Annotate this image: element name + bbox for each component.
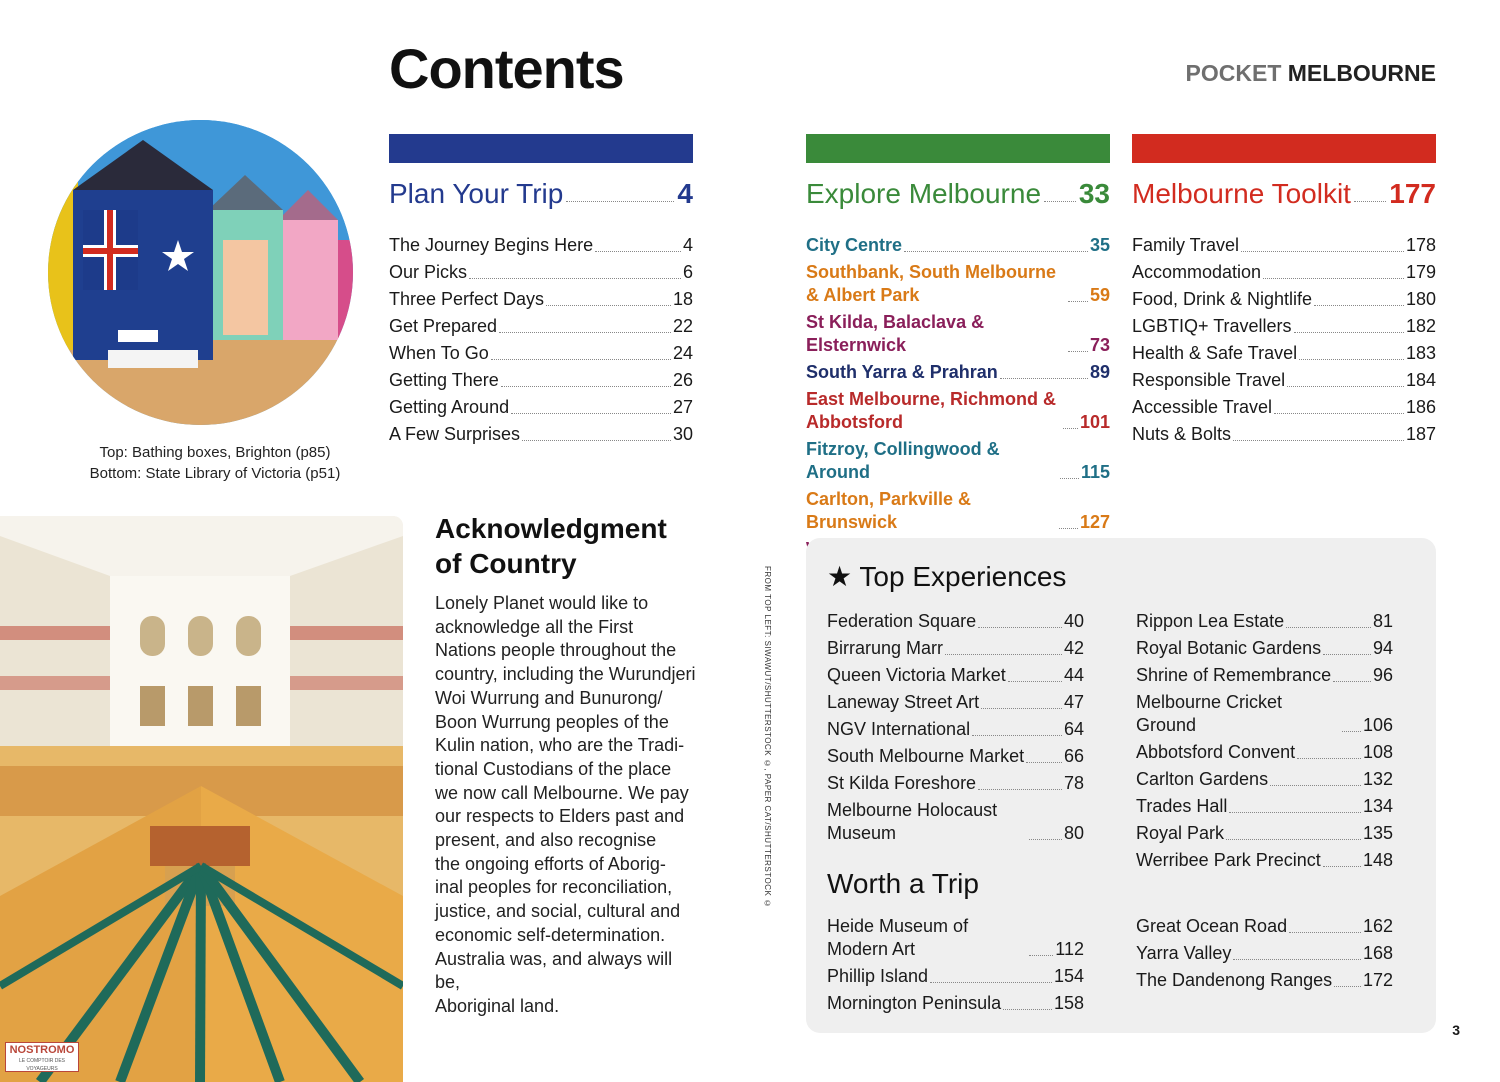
toc-entry-page: 135 [1362,823,1393,843]
toc-entry[interactable] [1136,610,1393,633]
toc-entry-label: Getting There [389,370,499,390]
plan-heading[interactable] [389,178,693,210]
toc-entry-label: Carlton, Parkville & Brunswick [806,489,972,532]
worth-a-trip-heading: Worth a Trip [827,868,979,899]
toc-entry-label: When To Go [389,343,489,363]
worth-a-trip-left [827,915,1084,1019]
toc-entry[interactable] [389,288,693,311]
top-experiences-heading [827,560,1066,593]
toc-entry-label: Three Perfect Days [389,289,545,309]
toc-entry[interactable] [806,311,1110,357]
toc-entry[interactable] [827,745,1084,768]
toc-entry-label: LGBTIQ+ Travellers [1132,316,1292,336]
toc-entry-label: The Journey Begins Here [389,235,594,255]
caption-top: Top: Bathing boxes, Brighton (p85) [99,444,331,461]
star-icon: ★ [827,561,853,592]
toc-entry-label: Phillip Island [827,966,929,986]
toc-entry-page: 183 [1405,343,1436,363]
toc-entry[interactable] [1136,849,1393,872]
toc-entry-label: Accommodation [1132,262,1262,282]
toc-entry[interactable] [1136,795,1393,818]
plan-heading-page: 4 [677,178,693,209]
toc-entry-page: 27 [672,397,693,417]
toolkit-heading-page: 177 [1389,178,1436,209]
toc-entry-label: Food, Drink & Nightlife [1132,289,1313,309]
toc-entry-page: 18 [672,289,693,309]
toc-entry[interactable] [1132,342,1436,365]
toc-entry-page: 162 [1362,916,1393,936]
toc-entry-page: 44 [1063,665,1084,685]
toc-entry-page: 22 [672,316,693,336]
toc-entry-page: 66 [1063,746,1084,766]
toc-entry-page: 80 [1063,823,1084,843]
toc-entry-label: City Centre [806,235,903,255]
toc-entry-page: 24 [672,343,693,363]
toc-entry[interactable] [1136,637,1393,660]
toc-entry-label: The Dandenong Ranges [1136,970,1333,990]
toc-entry-label: Carlton Gardens [1136,769,1269,789]
toc-entry-label: Birrarung Marr [827,638,944,658]
toc-entry[interactable] [389,423,693,446]
toc-entry-page: 108 [1362,742,1393,762]
toc-entry[interactable] [806,361,1110,384]
toc-entry-label: St Kilda Foreshore [827,773,977,793]
nostromo-logo [5,1042,79,1072]
worth-a-trip-right [1136,915,1393,996]
logo-name: NOSTROMO [9,1044,75,1056]
toc-entry[interactable] [1132,261,1436,284]
toc-entry[interactable] [1132,288,1436,311]
toc-entry-page: 94 [1372,638,1393,658]
logo-tagline: LE COMPTOIR DES VOYAGEURS [18,1058,66,1072]
toolkit-heading[interactable] [1132,178,1436,210]
toc-entry-page: 26 [672,370,693,390]
toc-entry-label: Laneway Street Art [827,692,980,712]
toc-entry-label: Royal Botanic Gardens [1136,638,1322,658]
toc-entry[interactable] [806,488,1110,534]
plan-heading-label: Plan Your Trip [389,178,564,209]
toc-entry-page: 115 [1080,462,1110,482]
plan-bar [389,134,693,163]
toc-entry[interactable] [1136,942,1393,965]
toc-entry-page: 64 [1063,719,1084,739]
toc-entry-label: Melbourne Holocaust Museum [827,800,998,843]
toc-entry-label: Getting Around [389,397,510,417]
page-number: 3 [1452,1022,1460,1038]
toc-entry-label: Southbank, South Melbourne & Albert Park [806,262,1056,305]
toc-entry-page: 172 [1362,970,1393,990]
toc-entry[interactable] [827,610,1084,633]
page-title: Contents [389,37,624,100]
toc-entry-page: 187 [1405,424,1436,444]
toc-entry[interactable] [389,315,693,338]
toc-entry-page: 78 [1063,773,1084,793]
toc-entry-page: 158 [1053,993,1084,1013]
toc-entry-label: Mornington Peninsula [827,993,1002,1013]
toc-entry-page: 127 [1079,512,1110,532]
toc-entry-label: Trades Hall [1136,796,1228,816]
toc-entry-page: 182 [1405,316,1436,336]
toc-entry-label: Federation Square [827,611,977,631]
toc-entry[interactable] [827,799,1084,845]
toc-entry-page: 81 [1372,611,1393,631]
toc-entry[interactable] [389,369,693,392]
toc-entry[interactable] [806,261,1110,307]
toc-entry-label: Melbourne Cricket Ground [1136,692,1283,735]
toc-entry-label: Yarra Valley [1136,943,1232,963]
toc-entry-page: 73 [1089,335,1110,355]
toc-entry-label: Health & Safe Travel [1132,343,1298,363]
toc-entry[interactable] [1136,741,1393,764]
top-experiences-title: Top Experiences [859,561,1067,592]
acknowledgment-body: Lonely Planet would like to acknowledge all the First Nations people throughout the country, including the Wurundjeri Woi Wurrung and Bunurong/ Boon Wurrung peoples of the Kulin nation, who are the Tradi- tional Custodians of the place we now call Melbourne. We pay our respects to Elders past and present, and also recognise the ongoing efforts of Aborig- inal peoples for reconciliation, justice, and social, cultural and economic self-determination. Australia was, and always will be, Aboriginal land. [435,593,696,1016]
toc-entry[interactable] [389,342,693,365]
toc-entry-page: 186 [1405,397,1436,417]
plan-list [389,234,693,446]
toc-entry-label: Our Picks [389,262,468,282]
toolkit-heading-label: Melbourne Toolkit [1132,178,1351,209]
toc-entry[interactable] [827,965,1084,988]
toc-entry[interactable] [827,772,1084,795]
toc-entry[interactable] [1132,396,1436,419]
toc-entry-page: 106 [1362,715,1393,735]
toc-entry-label: Queen Victoria Market [827,665,1006,685]
photo-caption [40,442,390,484]
brand-city: MELBOURNE [1287,60,1436,86]
toc-entry[interactable] [827,691,1084,714]
toc-entry-label: South Yarra & Prahran [806,362,998,382]
toc-entry-page: 6 [682,262,693,282]
toc-entry[interactable] [389,261,693,284]
explore-heading-label: Explore Melbourne [806,178,1042,209]
toc-entry-page: 4 [682,235,693,255]
toc-entry-page: 184 [1405,370,1436,390]
toc-entry-label: Rippon Lea Estate [1136,611,1285,631]
toc-entry-label: Family Travel [1132,235,1240,255]
explore-list [806,234,1110,561]
toc-entry[interactable] [1136,822,1393,845]
bathing-boxes-photo [48,120,353,425]
toc-entry-page: 134 [1362,796,1393,816]
toc-entry-page: 35 [1089,235,1110,255]
toc-entry-label: Get Prepared [389,316,498,336]
photo-credit: FROM TOP LEFT: SIWAWUT/SHUTTERSTOCK ©, PAPER CAT/SHUTTERSTOCK © [763,566,772,909]
top-experiences-right [1136,610,1393,876]
toc-entry-label: St Kilda, Balaclava & Elsternwick [806,312,985,355]
top-experiences-left [827,610,1084,849]
toc-entry-label: East Melbourne, Richmond & Abbotsford [806,389,1057,432]
toolkit-bar [1132,134,1436,163]
plan-section [389,178,693,450]
toc-entry-page: 40 [1063,611,1084,631]
toolkit-section [1132,178,1436,450]
toc-entry-label: Great Ocean Road [1136,916,1288,936]
toc-entry-page: 132 [1362,769,1393,789]
toc-entry-page: 148 [1362,850,1393,870]
toc-entry-label: Fitzroy, Collingwood & Around [806,439,1000,482]
toc-entry-label: South Melbourne Market [827,746,1025,766]
toc-entry[interactable] [827,915,1084,961]
toc-entry[interactable] [1136,969,1393,992]
toc-entry-page: 96 [1372,665,1393,685]
brand-logo [1186,60,1436,87]
toc-entry-label: Accessible Travel [1132,397,1273,417]
toc-entry-page: 179 [1405,262,1436,282]
explore-heading-page: 33 [1078,178,1110,209]
toc-entry-label: A Few Surprises [389,424,521,444]
toc-entry[interactable] [1132,234,1436,257]
toc-entry-page: 180 [1405,289,1436,309]
toc-entry-page: 178 [1405,235,1436,255]
toc-entry-label: Shrine of Remembrance [1136,665,1332,685]
brand-pocket: POCKET [1185,60,1282,86]
toc-entry[interactable] [1136,915,1393,938]
toc-entry-page: 42 [1063,638,1084,658]
toc-entry-page: 30 [672,424,693,444]
toc-entry-label: Heide Museum of Modern Art [827,916,969,959]
explore-section [806,178,1110,565]
toc-entry-page: 168 [1362,943,1393,963]
explore-bar [806,134,1110,163]
toc-entry-page: 112 [1055,939,1084,959]
explore-heading[interactable] [806,178,1110,210]
toc-entry[interactable] [1136,768,1393,791]
toc-entry[interactable] [1132,315,1436,338]
toc-entry[interactable] [389,396,693,419]
toc-entry-label: Royal Park [1136,823,1225,843]
toc-entry-label: Werribee Park Precinct [1136,850,1321,870]
toc-entry[interactable] [806,234,1110,257]
state-library-photo [0,516,403,1082]
toc-entry[interactable] [827,718,1084,741]
toc-entry-page: 101 [1079,412,1110,432]
toc-entry-label: Nuts & Bolts [1132,424,1232,444]
toc-entry-label: Responsible Travel [1132,370,1286,390]
toc-entry[interactable] [806,438,1110,484]
toolkit-list [1132,234,1436,446]
caption-bottom: Bottom: State Library of Victoria (p51) [89,465,341,482]
toc-entry-page: 89 [1089,362,1110,382]
toc-entry-page: 47 [1063,692,1084,712]
toc-entry-page: 59 [1089,285,1110,305]
toc-entry-page: 154 [1053,966,1084,986]
toc-entry[interactable] [1132,423,1436,446]
toc-entry[interactable] [827,637,1084,660]
toc-entry-label: Abbotsford Convent [1136,742,1296,762]
toc-entry[interactable] [827,992,1084,1015]
toc-entry[interactable] [389,234,693,257]
toc-entry[interactable] [1136,664,1393,687]
acknowledgment-title: Acknowledgment of Country [435,513,667,579]
toc-entry-label: NGV International [827,719,971,739]
toc-entry[interactable] [827,664,1084,687]
toc-entry[interactable] [1136,691,1393,737]
toc-entry[interactable] [1132,369,1436,392]
toc-entry[interactable] [806,388,1110,434]
